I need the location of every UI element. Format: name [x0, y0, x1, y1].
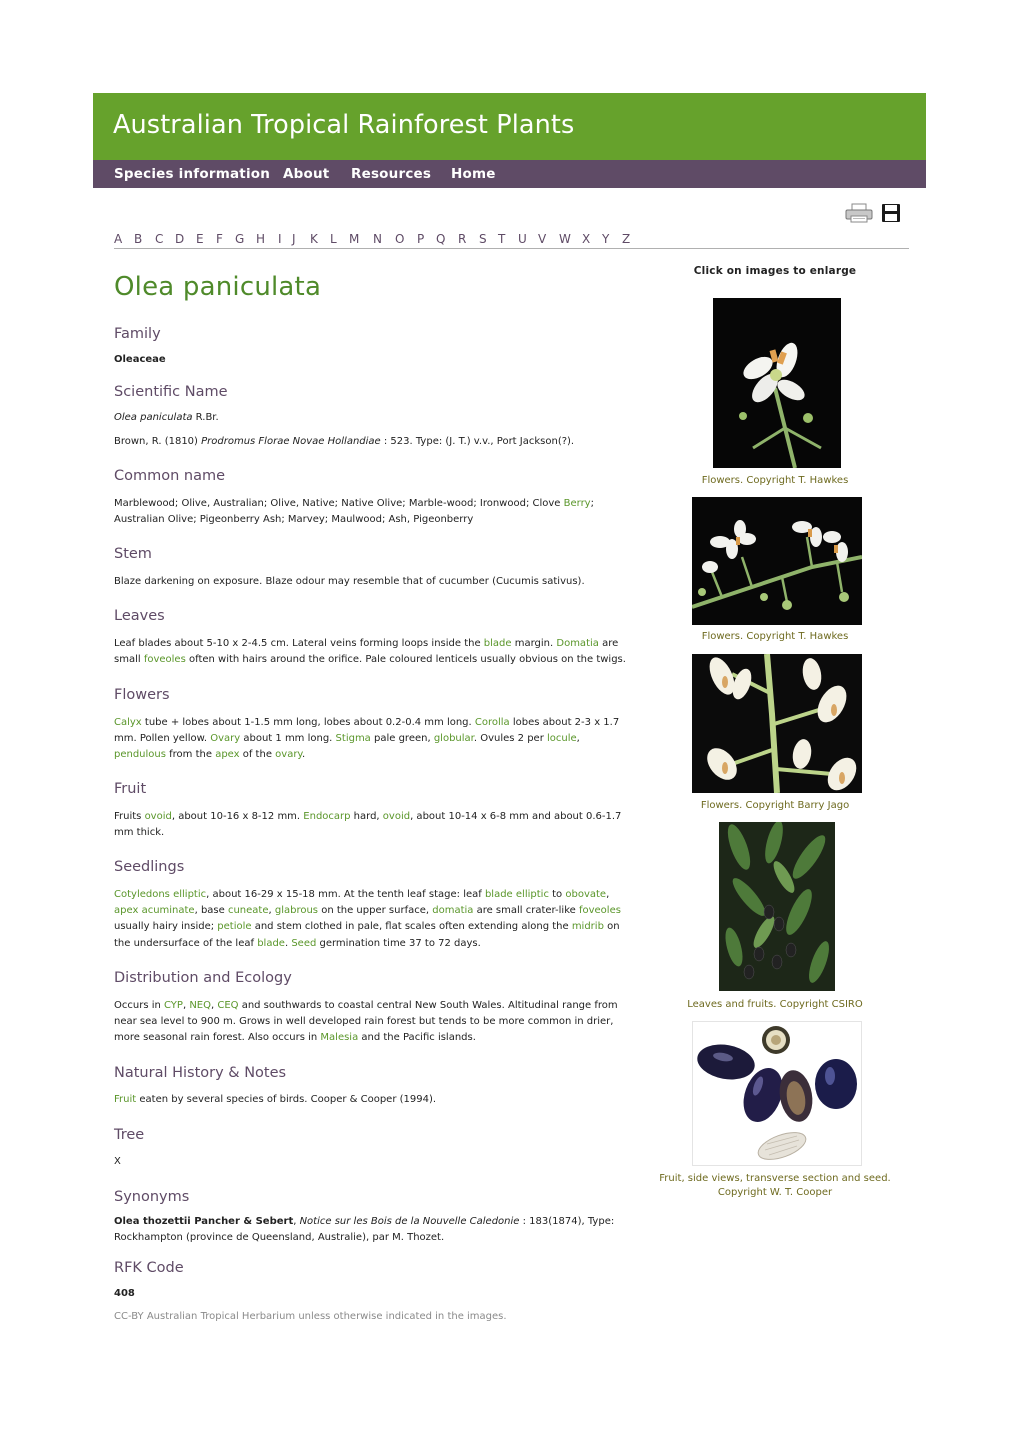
synonym-reference-title: Notice sur les Bois de la Nouvelle Caledonie [299, 1216, 520, 1227]
glossary-link[interactable]: obovate [565, 889, 607, 900]
text-fragment: hard, [350, 811, 383, 822]
alphabet-letter[interactable]: H [256, 232, 266, 246]
gallery-photo[interactable] [692, 654, 862, 793]
glossary-link[interactable]: NEQ [189, 1000, 211, 1011]
glossary-link[interactable]: elliptic [173, 889, 207, 900]
text-fragment: . [301, 749, 306, 761]
alphabet-letter[interactable]: A [114, 232, 123, 246]
license-note: CC-BY Australian Tropical Herbarium unless otherwise indicated in the images. [114, 1311, 507, 1322]
glossary-link[interactable]: foveoles [143, 654, 186, 666]
text-fragment: and stem clothed in pale, flat scales often extending along the [251, 921, 572, 933]
nav-home[interactable]: Home [451, 166, 496, 182]
flowers-text [114, 715, 629, 764]
alphabet-letter[interactable]: X [582, 232, 591, 246]
text-fragment: are small crater-like [473, 905, 579, 917]
photo-caption: Flowers. Copyright Barry Jago [700, 800, 850, 811]
text-fragment: margin. [511, 638, 557, 649]
photo-caption: Fruit, side views, transverse section and seed. Copyright W. T. Cooper [659, 1173, 891, 1198]
text-fragment: pale green, [370, 733, 434, 745]
text-fragment: eaten by several species of birds. Cooper & Cooper (1994). [136, 1094, 437, 1105]
glossary-link[interactable]: Ovary [210, 733, 241, 745]
rfk-code-value: 408 [114, 1288, 135, 1299]
leaves-heading: Leaves [114, 608, 165, 624]
site-title[interactable]: Australian Tropical Rainforest Plants [113, 110, 575, 140]
text-fragment: often with hairs around the orifice. Pale coloured lenticels usually obvious on the twigs. [185, 654, 626, 666]
leaves-fruits-photo [719, 822, 835, 991]
nav-resources[interactable]: Resources [351, 166, 432, 182]
glossary-link[interactable]: blade [484, 889, 513, 900]
text-fragment: Leaf blades about 5-10 x 2-4.5 cm. Lateral veins forming loops inside the [114, 638, 484, 649]
ref-title: Prodromus Florae Novae Hollandiae [201, 436, 381, 447]
synonym-name: Olea thozettii Pancher & Sebert [114, 1216, 294, 1227]
glossary-link[interactable]: glabrous [274, 905, 319, 917]
stem-heading: Stem [114, 546, 152, 562]
photo-caption: Flowers. Copyright T. Hawkes [701, 631, 849, 642]
text-fragment: . [284, 937, 292, 949]
text-fragment: and the Pacific islands. [358, 1032, 476, 1044]
glossary-link[interactable]: petiole [217, 921, 252, 933]
glossary-link[interactable]: Domatia [556, 638, 599, 649]
text-fragment: usually hairy inside; [114, 921, 218, 933]
glossary-link[interactable]: ovary [275, 749, 302, 761]
alphabet-letter[interactable]: T [498, 232, 506, 246]
gallery-hint: Click on images to enlarge [693, 265, 857, 277]
seedlings-text [114, 887, 629, 952]
text-fragment: of the [239, 749, 276, 761]
alphabet-letter[interactable]: O [395, 232, 405, 246]
scientific-authority: R.Br. [192, 412, 219, 423]
alphabet-letter[interactable]: V [538, 232, 547, 246]
text-fragment: Occurs in [114, 1000, 164, 1011]
glossary-link[interactable]: blade [483, 638, 512, 649]
alphabet-letter[interactable]: I [278, 232, 282, 246]
natural-history-heading: Natural History & Notes [114, 1065, 287, 1081]
nav-about[interactable]: About [283, 166, 330, 182]
alphabet-index [114, 232, 909, 249]
glossary-link[interactable]: pendulous [114, 749, 166, 761]
alphabet-letter[interactable]: S [479, 232, 487, 246]
glossary-link[interactable]: CYP [164, 1000, 183, 1011]
glossary-link[interactable]: apex [215, 749, 240, 761]
text-fragment: , [268, 905, 275, 917]
glossary-link[interactable]: ovoid [144, 811, 172, 822]
glossary-link[interactable]: globular [433, 733, 474, 745]
alphabet-letter[interactable]: W [559, 232, 571, 246]
glossary-link[interactable]: Seed [291, 937, 317, 949]
text-fragment: , [293, 1216, 300, 1227]
flowers-heading: Flowers [114, 687, 170, 703]
save-icon[interactable] [881, 203, 901, 223]
gallery-photo[interactable] [692, 1021, 862, 1166]
glossary-link[interactable]: Malesia [320, 1032, 359, 1044]
text-fragment: , about 10-14 x 6-8 mm and about 0.6-1.7 mm thick. [114, 811, 622, 839]
stem-text: Blaze darkening on exposure. Blaze odour may resemble that of cucumber (Cucumis sativus). [114, 576, 585, 587]
page-tools [845, 203, 905, 223]
glossary-link[interactable]: foveoles [578, 905, 621, 917]
glossary-link[interactable]: Endocarp [303, 811, 351, 822]
alphabet-letter[interactable]: D [175, 232, 185, 246]
common-name-text [114, 496, 629, 528]
ref-author: Brown, R. (1810) [114, 436, 202, 447]
leaves-text [114, 636, 629, 668]
text-fragment: , about 16-29 x 15-18 mm. At the tenth leaf stage: leaf [206, 889, 485, 900]
page-title: Olea paniculata [114, 272, 322, 302]
text-fragment: , about 10-16 x 8-12 mm. [171, 811, 304, 822]
text-fragment: germination time 37 to 72 days. [316, 937, 481, 949]
alphabet-letter[interactable]: K [310, 232, 318, 246]
text-fragment: lobes about 2-3 x 1.7 mm. Pollen yellow. [114, 717, 620, 745]
fruit-heading: Fruit [114, 781, 147, 797]
text-fragment: and southwards to coastal central New South Wales. Altitudinal range from near sea level to 900 m. Grows in well developed rain forest but tends to be more common in drier, more seasonal rain forest. Also occurs in [114, 1000, 618, 1044]
alphabet-letter[interactable]: B [134, 232, 143, 246]
scientific-reference [114, 434, 629, 450]
alphabet-letter[interactable]: E [196, 232, 204, 246]
site-header [93, 93, 926, 160]
glossary-link[interactable]: ovoid [382, 811, 411, 822]
synonyms-text [114, 1214, 629, 1246]
text-fragment: , [576, 733, 580, 745]
gallery-photo[interactable] [713, 298, 841, 468]
fruit-text [114, 809, 629, 841]
glossary-link[interactable]: Calyx [114, 717, 142, 728]
distribution-heading: Distribution and Ecology [114, 970, 292, 986]
family-heading: Family [114, 326, 161, 342]
alphabet-letter[interactable]: Q [436, 232, 446, 246]
text-fragment: , base [194, 905, 228, 917]
glossary-link[interactable]: Cotyledons [114, 889, 170, 900]
text-fragment: tube + lobes about 1-1.5 mm long, lobes about 0.2-0.4 mm long. [141, 717, 475, 728]
flower-photo-1 [713, 298, 841, 468]
glossary-link[interactable]: locule [547, 733, 577, 745]
scientific-name [114, 410, 629, 426]
glossary-link[interactable]: midrib [571, 921, 604, 933]
text-fragment: on the upper surface, [318, 905, 433, 917]
scientific-name-heading: Scientific Name [114, 384, 228, 400]
seedlings-heading: Seedlings [114, 859, 185, 875]
text-fragment: about 1 mm long. [240, 733, 336, 745]
scientific-name-italic: Olea paniculata [114, 412, 193, 423]
glossary-link[interactable]: Corolla [474, 717, 510, 728]
flower-photo-3 [692, 654, 862, 793]
alphabet-letter[interactable]: C [155, 232, 164, 246]
text-fragment: to [548, 889, 566, 900]
glossary-link[interactable]: Berry [563, 498, 591, 509]
alphabet-letter[interactable]: N [373, 232, 382, 246]
text-fragment: on the undersurface of the leaf [114, 921, 620, 949]
ref-detail: : 523. Type: (J. T.) v.v., Port Jackson(?). [380, 436, 575, 447]
fruit-illustration [693, 1022, 861, 1165]
distribution-text [114, 998, 629, 1047]
gallery-photo[interactable] [719, 822, 835, 991]
alphabet-letter[interactable]: U [518, 232, 527, 246]
rfk-code-heading: RFK Code [114, 1260, 184, 1276]
alphabet-letter[interactable]: R [458, 232, 467, 246]
glossary-link[interactable]: Stigma [335, 733, 371, 745]
alphabet-letter[interactable]: F [216, 232, 223, 246]
glossary-link[interactable]: blade [257, 937, 285, 949]
glossary-link[interactable]: cuneate [227, 905, 269, 917]
alphabet-letter[interactable]: P [417, 232, 425, 246]
photo-caption: Leaves and fruits. Copyright CSIRO [687, 999, 863, 1010]
glossary-link[interactable]: elliptic [515, 889, 549, 900]
glossary-link[interactable]: Fruit [114, 1094, 137, 1105]
glossary-link[interactable]: domatia [432, 905, 474, 917]
text-fragment: : 183(1874), Type: Rockhampton (province de Queensland, Australie), par M. Thozet. [114, 1216, 615, 1244]
glossary-link[interactable]: CEQ [217, 1000, 239, 1011]
text-fragment: , [606, 889, 610, 900]
nav-species-information[interactable]: Species information [114, 166, 271, 182]
glossary-link[interactable]: apex [114, 905, 139, 917]
alphabet-letter[interactable]: Z [622, 232, 631, 246]
text-fragment: , [182, 1000, 190, 1011]
text-fragment: from the [165, 749, 216, 761]
synonyms-heading: Synonyms [114, 1189, 190, 1205]
text-fragment: Fruits [114, 811, 145, 822]
text-fragment: , [210, 1000, 218, 1011]
photo-caption: Flowers. Copyright T. Hawkes [701, 475, 849, 486]
alphabet-letter[interactable]: M [349, 232, 360, 246]
gallery-photo[interactable] [692, 497, 862, 625]
glossary-link[interactable]: acuminate [141, 905, 195, 917]
main-nav [93, 160, 926, 188]
printer-icon[interactable] [845, 203, 873, 223]
natural-history-text [114, 1092, 629, 1108]
tree-heading: Tree [114, 1127, 145, 1143]
alphabet-letter[interactable]: Y [602, 232, 610, 246]
common-name-heading: Common name [114, 468, 226, 484]
family-value: Oleaceae [114, 354, 166, 365]
tree-value: X [114, 1156, 121, 1167]
text-fragment: are small [114, 638, 619, 666]
text-fragment: ; Australian Olive; Pigeonberry Ash; Marvey; Maulwood; Ash, Pigeonberry [114, 498, 594, 526]
flower-photo-2 [692, 497, 862, 625]
alphabet-letter[interactable]: J [292, 232, 296, 246]
text-fragment: Marblewood; Olive, Australian; Olive, Native; Native Olive; Marble-wood; Ironwood; Clove [114, 498, 564, 509]
text-fragment: . Ovules 2 per [473, 733, 547, 745]
alphabet-letter[interactable]: L [330, 232, 337, 246]
alphabet-letter[interactable]: G [235, 232, 245, 246]
